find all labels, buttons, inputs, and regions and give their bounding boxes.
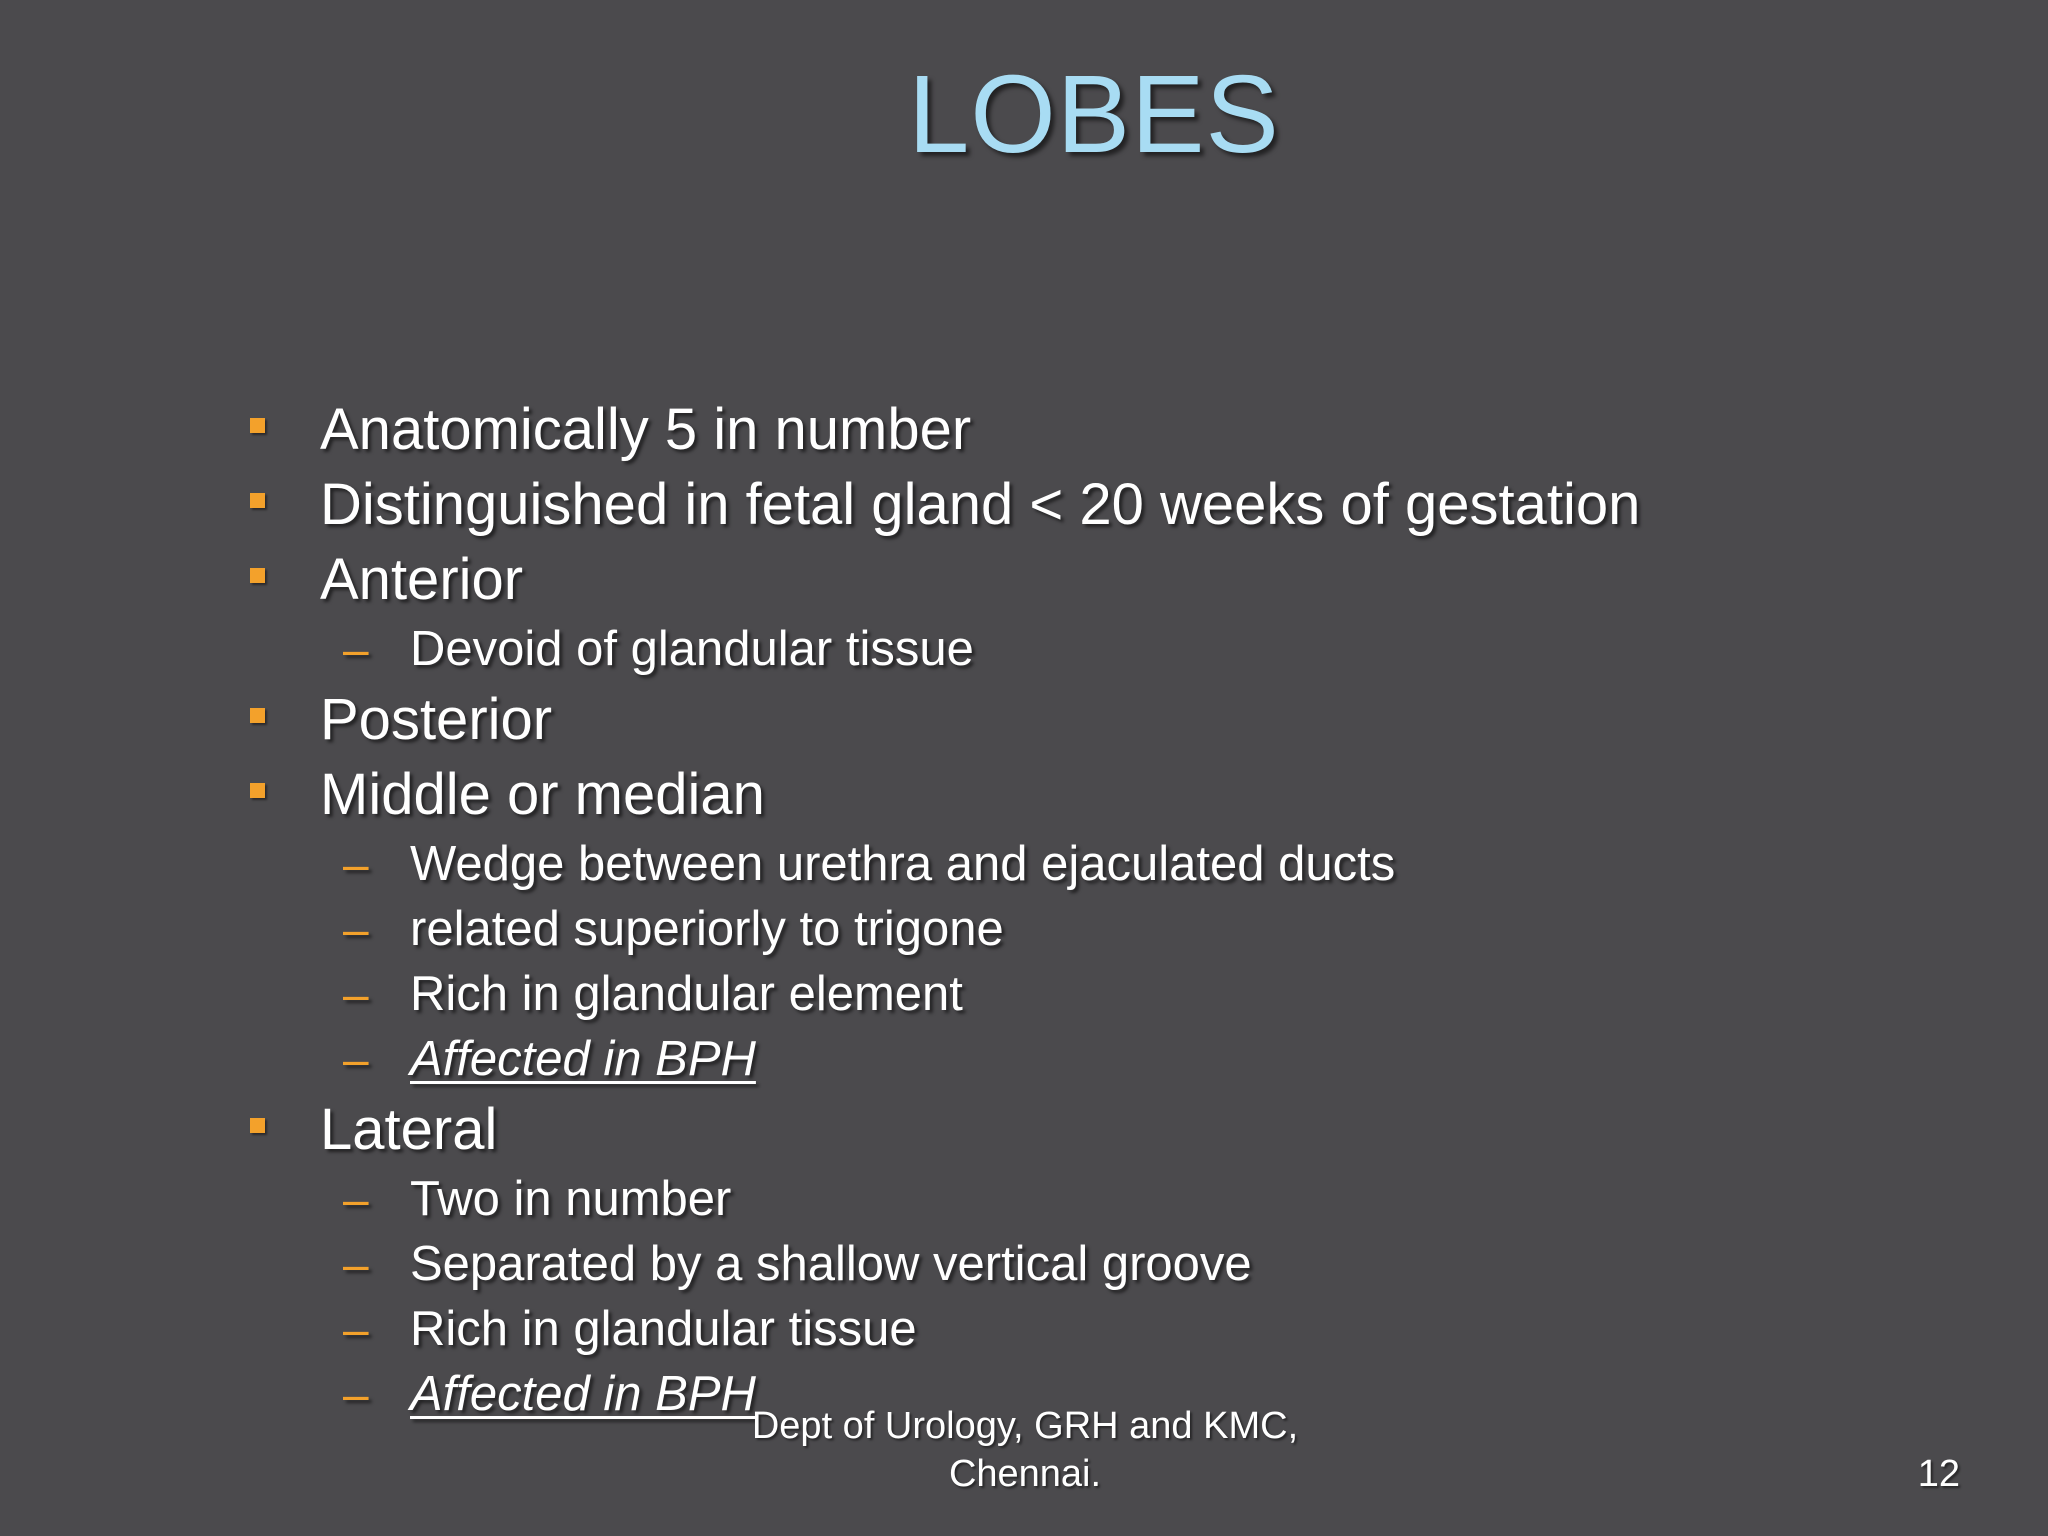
sub-bullet-text: Wedge between urethra and ejaculated ducts	[410, 837, 1396, 891]
bullet-list	[245, 392, 1945, 1427]
bullet-text: Middle or median	[320, 762, 765, 827]
bullet-item	[245, 1092, 1945, 1167]
footer-line-1: Dept of Urology, GRH and KMC,	[751, 1405, 1299, 1447]
dash-bullet-icon: –	[343, 968, 369, 1020]
sub-bullet-item	[245, 1167, 1945, 1232]
sub-bullet-text: Two in number	[410, 1172, 732, 1226]
sub-bullet-item	[245, 897, 1945, 962]
square-bullet-icon	[250, 418, 265, 433]
square-bullet-icon	[250, 1118, 265, 1133]
dash-bullet-icon: –	[343, 1368, 369, 1420]
slide-title: LOBES	[908, 53, 1280, 176]
bullet-text: Anterior	[320, 547, 524, 612]
sub-bullet-item	[245, 1027, 1945, 1092]
bullet-text: Distinguished in fetal gland < 20 weeks of gestation	[320, 472, 1641, 537]
bullet-item	[245, 542, 1945, 617]
sub-bullet-text-emphasized: Affected in BPH	[410, 1367, 756, 1421]
sub-bullet-text: Rich in glandular tissue	[410, 1302, 917, 1356]
sub-bullet-item	[245, 1297, 1945, 1362]
dash-bullet-icon: –	[343, 1173, 369, 1225]
square-bullet-icon	[250, 493, 265, 508]
dash-bullet-icon: –	[343, 1033, 369, 1085]
bullet-text: Posterior	[320, 687, 553, 752]
page-number: 12	[1917, 1453, 1960, 1495]
dash-bullet-icon: –	[343, 903, 369, 955]
dash-bullet-icon: –	[343, 1303, 369, 1355]
bullet-item	[245, 467, 1945, 542]
slide-footer	[640, 1402, 1410, 1498]
square-bullet-icon	[250, 783, 265, 798]
sub-bullet-text: related superiorly to trigone	[410, 902, 1004, 956]
sub-bullet-item	[245, 617, 1945, 682]
square-bullet-icon	[250, 568, 265, 583]
sub-bullet-text-emphasized: Affected in BPH	[410, 1032, 756, 1086]
dash-bullet-icon: –	[343, 1238, 369, 1290]
bullet-item	[245, 757, 1945, 832]
bullet-item	[245, 682, 1945, 757]
square-bullet-icon	[250, 708, 265, 723]
sub-bullet-text: Rich in glandular element	[410, 967, 963, 1021]
sub-bullet-item	[245, 962, 1945, 1027]
sub-bullet-item	[245, 832, 1945, 897]
dash-bullet-icon: –	[343, 838, 369, 890]
bullet-item	[245, 392, 1945, 467]
sub-bullet-item	[245, 1232, 1945, 1297]
sub-bullet-text: Separated by a shallow vertical groove	[410, 1237, 1252, 1291]
bullet-text: Lateral	[320, 1097, 498, 1162]
sub-bullet-text: Devoid of glandular tissue	[410, 622, 974, 676]
bullet-text: Anatomically 5 in number	[320, 397, 972, 462]
dash-bullet-icon: –	[343, 623, 369, 675]
footer-line-2: Chennai.	[948, 1453, 1102, 1495]
